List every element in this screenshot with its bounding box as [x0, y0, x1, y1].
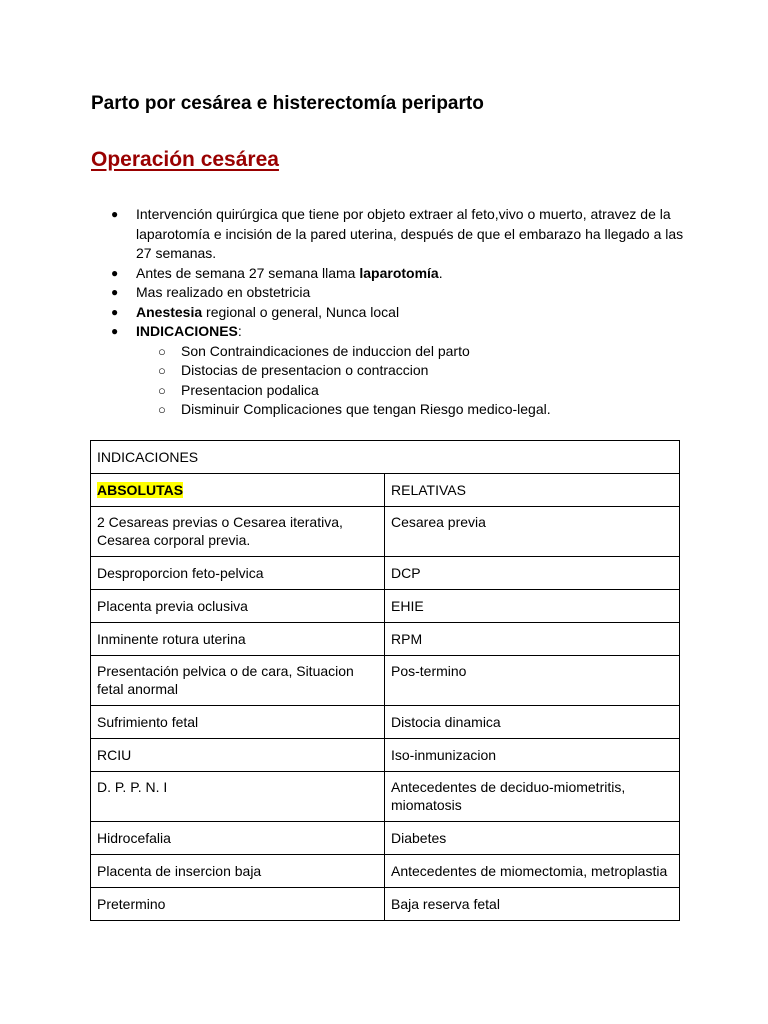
cell-relativa: EHIE — [385, 590, 680, 623]
cell-absoluta: Placenta de insercion baja — [91, 855, 385, 888]
sub-bullet-text: Disminuir Complicaciones que tengan Riesgo medico-legal. — [181, 401, 551, 417]
cell-absoluta: D. P. P. N. I — [91, 772, 385, 822]
table-row — [91, 590, 680, 623]
bullet-list — [91, 205, 691, 420]
header-cell-absolutas — [91, 474, 385, 507]
list-item — [91, 205, 691, 264]
highlighted-header: ABSOLUTAS — [97, 482, 184, 498]
table-row — [91, 739, 680, 772]
cell-absoluta: Presentación pelvica o de cara, Situacion fetal anormal — [91, 656, 385, 706]
table-row — [91, 822, 680, 855]
list-item — [91, 283, 691, 303]
cell-relativa: RPM — [385, 623, 680, 656]
hollow-bullet-icon: ○ — [158, 382, 166, 398]
section-heading: Operación cesárea — [91, 148, 279, 171]
list-item — [91, 303, 691, 323]
table-row — [91, 507, 680, 557]
bullet-text: Intervención quirúrgica que tiene por objeto extraer al feto,vivo o muerto, atravez de la laparotomía e incisión de la pared uterina, después de que el embarazo ha llegado a las 27 semanas. — [136, 206, 684, 261]
cell-relativa: Iso-inmunizacion — [385, 739, 680, 772]
cell-absoluta: Placenta previa oclusiva — [91, 590, 385, 623]
header-cell-relativas: RELATIVAS — [385, 474, 680, 507]
bullet-icon: ● — [111, 285, 119, 299]
bullet-icon: ● — [111, 324, 119, 338]
bullet-text-suffix: regional o general, Nunca local — [202, 303, 400, 320]
cell-absoluta: Sufrimiento fetal — [91, 706, 385, 739]
table-row — [91, 557, 680, 590]
sub-bullet-text: Presentacion podalica — [181, 381, 319, 398]
sub-bullet-text: Son Contraindicaciones de induccion del parto — [181, 342, 470, 359]
document-title: Parto por cesárea e histerectomía periparto — [91, 93, 484, 114]
cell-absoluta: Inminente rotura uterina — [91, 623, 385, 656]
table-row — [91, 855, 680, 888]
cell-absoluta: 2 Cesareas previas o Cesarea iterativa, Cesarea corporal previa. — [91, 507, 385, 557]
cell-absoluta: Hidrocefalia — [91, 822, 385, 855]
cell-relativa: Distocia dinamica — [385, 706, 680, 739]
table-header-row — [91, 474, 680, 507]
sub-list-item — [136, 342, 691, 362]
bullet-text: Antes de semana 27 semana llama — [136, 264, 360, 281]
cell-relativa: Cesarea previa — [385, 507, 680, 557]
hollow-bullet-icon: ○ — [158, 343, 166, 359]
cell-relativa: DCP — [385, 557, 680, 590]
bullet-icon: ● — [111, 265, 119, 280]
bullet-icon: ● — [111, 304, 119, 319]
indications-table — [90, 440, 680, 921]
bullet-icon: ● — [111, 207, 119, 221]
cell-absoluta: RCIU — [91, 739, 385, 772]
table-row — [91, 656, 680, 706]
table-title-cell: INDICACIONES — [91, 441, 680, 474]
sub-bullet-list — [136, 342, 691, 420]
cell-absoluta: Desproporcion feto-pelvica — [91, 557, 385, 590]
cell-relativa: Baja reserva fetal — [385, 888, 680, 921]
table-row — [91, 623, 680, 656]
table-title-row — [91, 441, 680, 474]
cell-relativa: Antecedentes de miomectomia, metroplastia — [385, 855, 680, 888]
bullet-text: Mas realizado en obstetricia — [136, 284, 311, 300]
bullet-text-suffix: : — [237, 323, 242, 339]
hollow-bullet-icon: ○ — [158, 363, 166, 378]
sub-list-item — [136, 381, 691, 401]
table-row — [91, 706, 680, 739]
cell-relativa: Diabetes — [385, 822, 680, 855]
bullet-bold-text: laparotomía — [359, 264, 439, 281]
cell-absoluta: Pretermino — [91, 888, 385, 921]
table-row — [91, 772, 680, 822]
sub-list-item — [136, 400, 691, 420]
bullet-bold-text: Anestesia — [136, 303, 203, 320]
bullet-text-suffix: . — [438, 264, 443, 281]
cell-relativa: Antecedentes de deciduo-miometritis, miomatosis — [385, 772, 680, 822]
list-item — [91, 264, 691, 284]
sub-bullet-text: Distocias de presentacion o contraccion — [181, 362, 429, 378]
bullet-bold-text: INDICACIONES — [136, 323, 238, 339]
hollow-bullet-icon: ○ — [158, 402, 166, 417]
sub-list-item — [136, 361, 691, 381]
table-row — [91, 888, 680, 921]
list-item — [91, 322, 691, 420]
cell-relativa: Pos-termino — [385, 656, 680, 706]
